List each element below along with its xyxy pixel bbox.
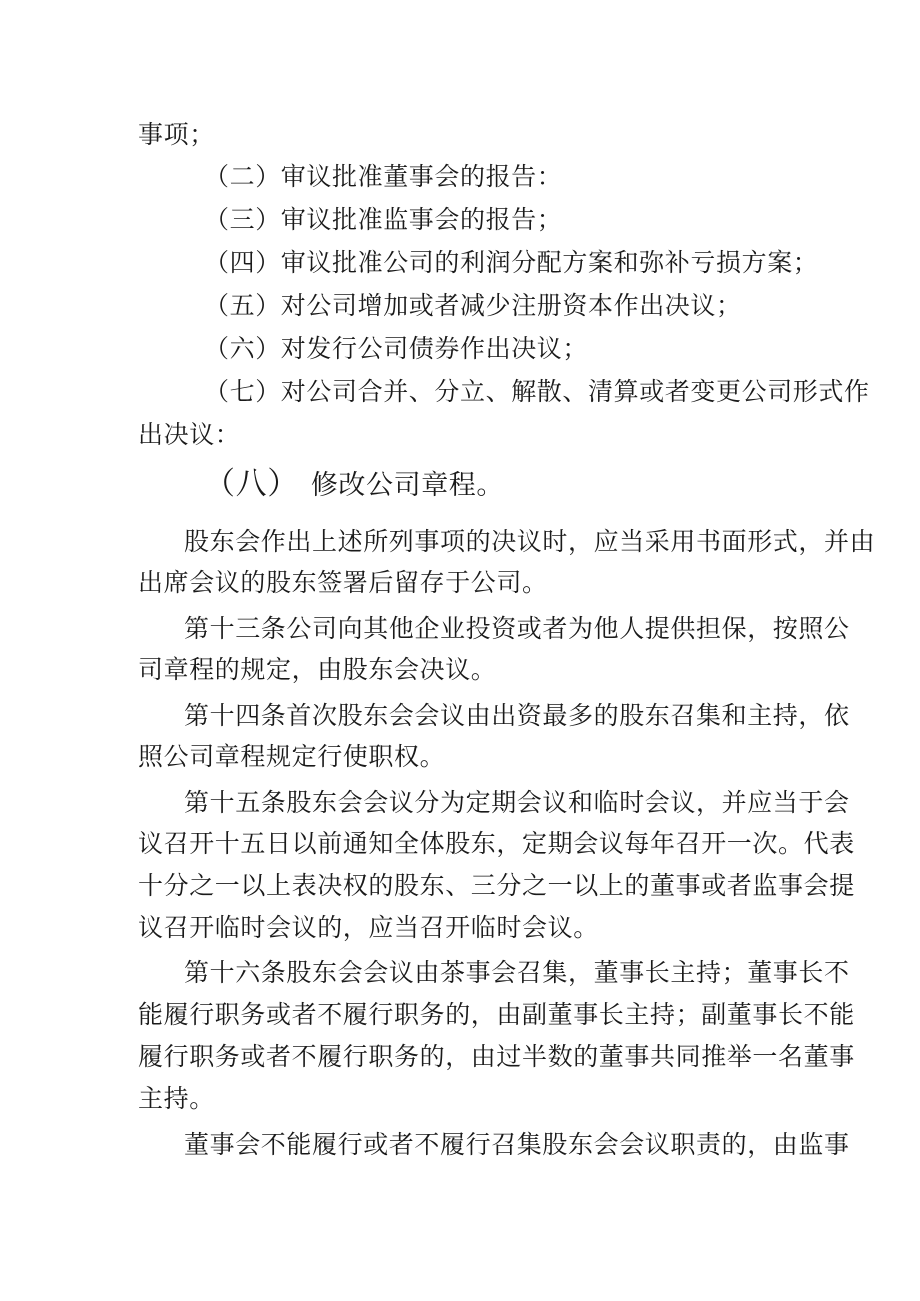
item-seven-continued: 出决议： [138,420,241,449]
article-15-line: 第十五条股东会会议分为定期会议和临时会议，并应当于会 [184,788,850,817]
article-16-line: 履行职务或者不履行职务的，由过半数的董事共同推举一名董事 [138,1042,855,1071]
item-eight-number: （八） [204,466,299,502]
article-16-line: 第十六条股东会会议由茶事会召集，董事长主持；董事长不 [184,958,850,987]
article-14-line: 第十四条首次股东会会议由出资最多的股东召集和主持，依 [184,701,850,730]
item-six: （六）对发行公司债券作出决议； [204,334,589,363]
article-15-line: 十分之一以上表决权的股东、三分之一以上的董事或者监事会提 [138,871,855,900]
continuation-line: 事项； [138,120,215,149]
item-seven: （七）对公司合并、分立、解散、清算或者变更公司形式作 [204,377,870,406]
article-13-line: 第十三条公司向其他企业投资或者为他人提供担保，按照公 [184,614,850,643]
article-14-line: 照公司章程规定行使职权。 [138,742,446,771]
article-16-line: 能履行职务或者不履行职务的，由副董事长主持；副董事长不能 [138,1000,855,1029]
item-eight [204,464,504,504]
article-16-line: 主持。 [138,1084,215,1113]
article-13-line: 司章程的规定，由股东会决议。 [138,655,497,684]
item-four: （四）审议批准公司的利润分配方案和弥补亏损方案； [204,248,819,277]
item-three: （三）审议批准监事会的报告； [204,205,563,234]
paragraph-line: 出席会议的股东签署后留存于公司。 [138,568,548,597]
item-two: （二）审议批准董事会的报告： [204,162,563,191]
article-15-line: 议召开临时会议的，应当召开临时会议。 [138,913,599,942]
article-15-line: 议召开十五日以前通知全体股东，定期会议每年召开一次。代表 [138,829,855,858]
item-eight-text: 修改公司章程。 [310,470,505,501]
item-five: （五）对公司增加或者减少注册资本作出决议； [204,291,742,320]
board-failure-line: 董事会不能履行或者不履行召集股东会会议职责的，由监事 [184,1130,850,1159]
paragraph-line: 股东会作出上述所列事项的决议时，应当采用书面形式，并由 [184,527,876,556]
